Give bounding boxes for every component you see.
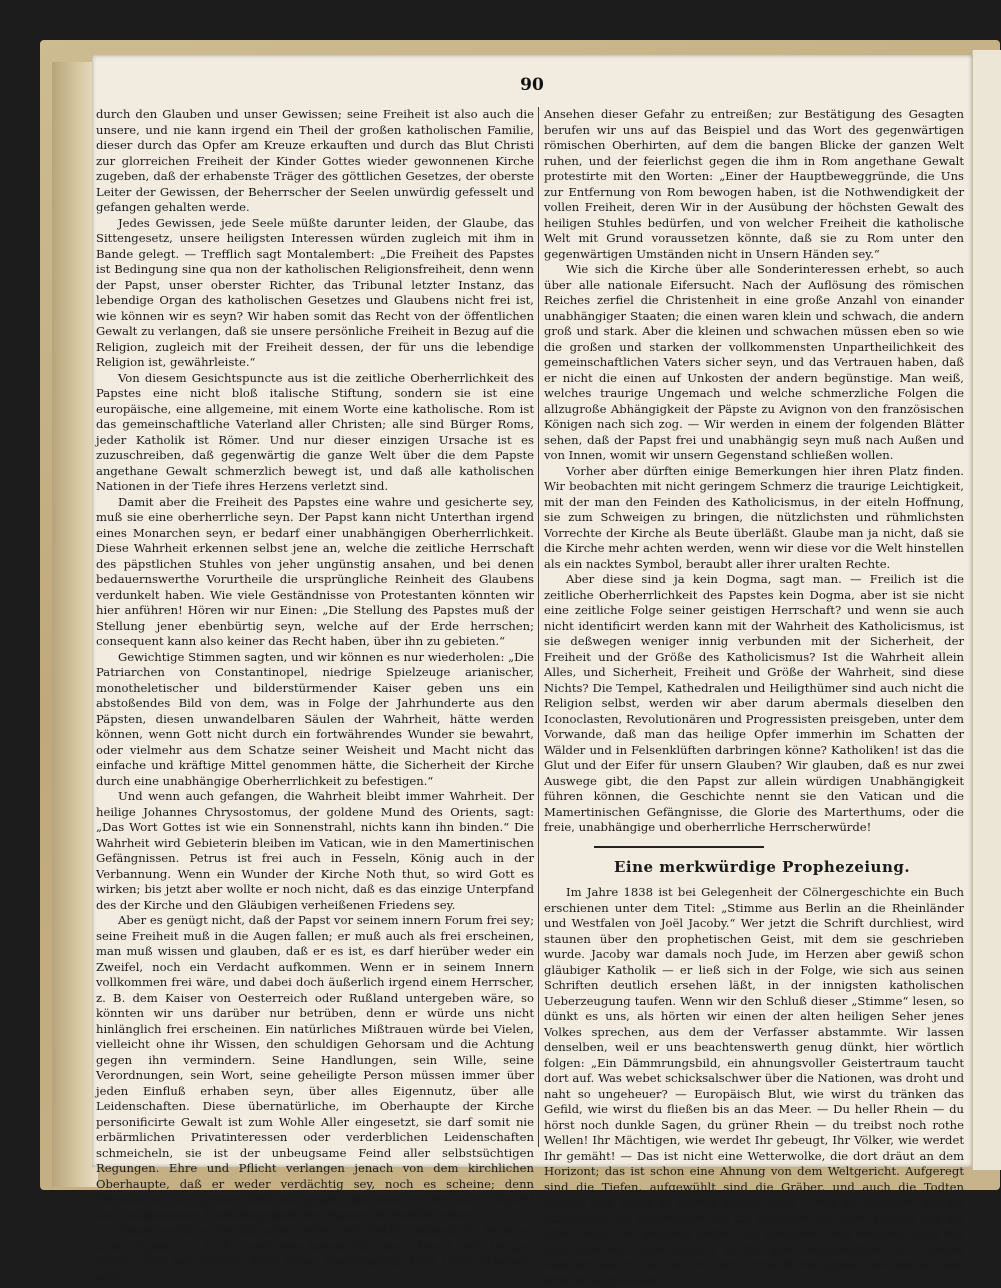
left-paragraph-3: Von diesem Gesichtspuncte aus ist die zeitliche Oberherrlichkeit des Papstes eine nicht bloß italische Stiftung, sondern sie ist eine europäische, eine allgemeine, mit einem Worte eine katholische. Rom ist das gemeinschaftliche Vaterland aller Christen; alle sind Bürger Roms, jeder Katholik ist Römer. Und nur dieser einzigen Ursache ist es zuzuschreiben, daß gegenwärtig die ganze Welt über die dem Papste angethane Gewalt schmerzlich bewegt ist, und daß alle katholischen Nationen in der Tiefe ihres Herzens verletzt sind. (96, 370, 534, 493)
right-paragraph-4: Aber diese sind ja kein Dogma, sagt man. — Freilich ist die zeitliche Oberherrlichkeit des Papstes kein Dogma, aber ist sie nicht eine zeitliche Folge seiner geistigen Herrschaft? und wenn sie auch nicht identificirt werden kann mit der Wahrheit des Katholicismus, ist sie deßwegen weniger innig verbunden mit der Sicherheit, der Freiheit und der Größe des Katholicismus? Ist die Wahrheit allein Alles, und Sicherheit, Freiheit und Größe der Wahrheit, sind diese Nichts? Die Tempel, Kathedralen und Heiligthümer sind auch nicht die Religion selbst, werden wir aber darum abermals dieselben den Iconoclasten, Revolutionären und Progressisten preisgeben, unter dem Vorwande, daß man das heilige Opfer immerhin im Schatten der Wälder und in Felsenklüften darbringen könne? Katholiken! ist das die Glut und der Eifer für unsern Glauben? Wir glauben, daß es nur zwei Auswege gibt, die den Papst zur allein würdigen Unabhängigkeit führen können, die Geschichte nennt sie den Vatican und die Mamertinischen Gefängnisse, die Glorie des Marterthums, oder die freie, unabhängige und oberherrliche Herrscherwürde! (544, 572, 964, 834)
newspaper-page (92, 55, 972, 1287)
right-paragraph-1: Ansehen dieser Gefahr zu entreißen; zur Bestätigung des Gesagten berufen wir uns auf das Beispiel und das Wort des gegenwärtigen römischen Oberhirten, auf dem die bangen Blicke der ganzen Welt ruhen, und der feierlichst gegen die ihm in Rom angethane Gewalt protestirte mit den Worten: „Einer der Hauptbeweggründe, die Uns zur Entfernung von Rom bewogen haben, ist die Nothwendigkeit der vollen Freiheit, deren Wir in der Ausübung der höchsten Gewalt des heiligen Stuhles bedürfen, und von welcher Freiheit die katholische Welt mit Grund voraussetzen könnte, daß sie zu Rom unter den gegenwärtigen Umständen nicht in Unsern Händen sey.“ (544, 107, 964, 261)
left-paragraph-4: Damit aber die Freiheit des Papstes eine wahre und gesicherte sey, muß sie eine oberherrliche seyn. Der Papst kann nicht Unterthan irgend eines Monarchen seyn, er bedarf einer unabhängigen Oberherrlichkeit. Diese Wahrheit erkennen selbst jene an, welche die zeitliche Herrschaft des päpstlichen Stuhles von jeher ungünstig ansahen, und bei denen bedauernswerthe Vorurtheile die ursprüngliche Reinheit des Glaubens verdunkelt haben. Wie viele Geständnisse von Protestanten könnten wir hier anführen! Hören wir nur Einen: „Die Stellung des Papstes muß der Stellung jener ebenbürtig seyn, welche auf der Erde herrschen; consequent kann also keiner das Recht haben, über ihn zu gebieten.“ (96, 494, 534, 648)
left-paragraph-5: Gewichtige Stimmen sagten, und wir können es nur wiederholen: „Die Patriarchen von Constantinopel, niedrige Spielzeuge arianischer, monotheletischer und bilderstürmender Kaiser geben uns ein abstoßendes Bild von dem, was in Folge der Jahrhunderte aus den Päpsten, diesen unwandelbaren Säulen der Wahrheit, hätte werden können, wenn Gott nicht durch ein fortwährendes Wunder sie bewahrt, oder vielmehr aus dem Schatze seiner Weisheit und Macht nicht das einfache und kräftige Mittel genommen hätte, die Sicherheit der Kirche durch eine unabhängige Oberherrlichkeit zu befestigen.“ (96, 649, 534, 788)
right-paragraph-3: Vorher aber dürften einige Bemerkungen hier ihren Platz finden. Wir beobachten mit nicht geringem Schmerz die traurige Leichtigkeit, mit der man den Feinden des Katholicismus, in der eiteln Hoffnung, sie zum Schweigen zu bringen, die nützlichsten und rühmlichsten Vorrechte der Kirche als Beute überläßt. Glaube man ja nicht, daß sie die Kirche mehr achten werden, wenn wir diese vor die Welt hinstellen als ein nacktes Symbol, beraubt aller ihrer uralten Rechte. (544, 463, 964, 571)
right-paragraph-2: Wie sich die Kirche über alle Sonderinteressen erhebt, so auch über alle nationale Eifersucht. Nach der Auflösung des römischen Reiches zerfiel die Christenheit in eine große Anzahl von einander unabhängiger Staaten; die einen waren klein und schwach, die andern groß und stark. Aber die kleinen und schwachen müssen eben so wie die großen und starken der vollkommensten Unpartheilichkeit des gemeinschaftlichen Vaters sicher seyn, und das Vertrauen haben, daß er nicht die einen auf Unkosten der andern begünstige. Man weiß, welches traurige Ungemach und welche schmerzliche Folgen die allzugroße Abhängigkeit der Päpste zu Avignon von den französischen Königen nach sich zog. — Wir werden in einem der folgenden Blätter sehen, daß der Papst frei und unabhängig seyn muß nach Außen und von Innen, womit wir unsern Gegenstand schließen wollen. (544, 262, 964, 462)
left-paragraph-8: Einem solchen Zweifel aber wären wir leicht zugänglich, wenn er unter irgend ein Joch, unter was immer für einen Druck sich beugen müßte, und wir dürften dann keine Anstrengung, kein Opfer scheuen, sein (96, 1223, 534, 1284)
article-heading: Eine merkwürdige Prophezeiung. (614, 857, 911, 876)
left-column (96, 107, 534, 1284)
page-number: 90 (520, 75, 544, 95)
article-paragraph-1: Im Jahre 1838 ist bei Gelegenheit der Cölnergeschichte ein Buch erschienen unter dem Titel: „Stimme aus Berlin an die Rheinländer und Westfalen von Joël Jacoby.“ Wer jetzt die Schrift durchliest, wird staunen über den prophetischen Geist, mit dem sie geschrieben wurde. Jacoby war damals noch Jude, im Herzen aber gewiß schon gläubiger Katholik — er ließ sich in der Folge, wie sich aus seinen Schriften deutlich ersehen läßt, in der innigsten katholischen Ueberzeugung taufen. Wenn wir den Schluß dieser „Stimme“ lesen, so dünkt es uns, als hörten wir einen der alten heiligen Seher jenes Volkes sprechen, aus dem der Verfasser abstammte. Wir lassen denselben, weil er uns beachtenswerth genug dünkt, hier wörtlich folgen: „Ein Dämmrungsbild, ein ahnungsvoller Geistertraum taucht dort auf. Was webet schicksalschwer über die Nationen, was droht und naht so ungeheuer? — Europäisch Blut, wie wirst du tränken das Gefild, wie wirst du fließen bis an das Meer. — Du heller Rhein — du hörst noch dunkle Sagen, du grüner Rhein — du treibst noch rothe Wellen! Ihr Mächtigen, wie werdet Ihr gebeugt, Ihr Völker, wie werdet Ihr gemäht! — Das ist nicht eine Wetterwolke, die dort dräut an dem Horizont; das ist schon eine Ahnung von dem Weltgericht. Aufgeregt sind die Tiefen, aufgewühlt sind die Gräber, und auch die Todten senden ihre Boten zu diesem Kampf. Seht — wie sie kommen, wie sie schleichen, die Gespenster und die Schatten, die alten Heiden und die alten Juden, die bleichen Götter und Dämonen, und mischen ihren Ruf und mischen ihren Reigen in Europas Nothgeschrei, in Europas Geisterschlacht. Sie, die von der Kirche Bezwungenen, sie, die bei dem Kreuze Begrabenen, (544, 885, 964, 1287)
left-paragraph-6: Und wenn auch gefangen, die Wahrheit bleibt immer Wahrheit. Der heilige Johannes Chrysostomus, der goldene Mund des Orients, sagt: „Das Wort Gottes ist wie ein Sonnenstrahl, nichts kann ihn binden.“ Die Wahrheit wird Gebieterin bleiben im Vatican, wie in den Mamertinischen Gefängnissen. Petrus ist frei auch in Fesseln, König auch in der Verbannung. Wenn ein Wunder der Kirche Noth thut, so wird Gott es wirken; bis jetzt aber wollte er noch nicht, daß es das einzige Unterpfand des der Kirche und den Gläubigen verheißenen Friedens sey. (96, 789, 534, 912)
left-paragraph-7: Aber es genügt nicht, daß der Papst vor seinem innern Forum frei sey; seine Freiheit muß in die Augen fallen; er muß auch als frei erscheinen, man muß wissen und glauben, daß er es ist, es darf hierüber weder ein Zweifel, noch ein Verdacht aufkommen. Wenn er in seinem Innern vollkommen frei wäre, und dabei doch äußerlich irgend einem Herrscher, z. B. dem Kaiser von Oesterreich oder Rußland untergeben wäre, so könnten wir uns darüber nur betrüben, denn er würde uns nicht hinlänglich frei erscheinen. Ein natürliches Mißtrauen würde bei Vielen, vielleicht ohne ihr Wissen, den schuldigen Gehorsam und die Achtung gegen ihn vermindern. Seine Handlungen, sein Wille, seine Verordnungen, sein Wort, seine geheiligte Person müssen immer über jeden Einfluß erhaben seyn, über alles Eigennutz, über alle Leidenschaften. Diese übernatürliche, im Oberhaupte der Kirche personificirte Gewalt ist zum Wohle Aller eingesetzt, sie darf somit nie erbärmlichen Privatinteressen oder verderblichen Leidenschaften schmeicheln, sie ist der unbeugsame Feind aller selbstsüchtigen Regungen. Ehre und Pflicht verlangen jenach von dem kirchlichen Oberhaupte, daß er weder verdächtig sey, noch es scheine; denn Niemand auf der ganzen Erde soll jemals das Ansehen, die Aufrichtigkeit und vollkommene Unabhängigkeit des Papstes in Zweifel ziehen. (96, 913, 534, 1222)
column-divider (538, 107, 539, 1147)
right-column (544, 107, 964, 1287)
section-divider (594, 846, 764, 848)
left-paragraph-1: durch den Glauben und unser Gewissen; seine Freiheit ist also auch die unsere, und nie kann irgend ein Theil der großen katholischen Familie, dieser durch das Opfer am Kreuze erkauften und durch das Blut Christi zur glorreichen Freiheit der Kinder Gottes wieder gewonnenen Kirche zugeben, daß der erhabenste Träger des göttlichen Gesetzes, der oberste Leiter der Gewissen, der Beherrscher der Seelen unwürdig gefesselt und gefangen gehalten werde. (96, 107, 534, 214)
next-page-edge (972, 50, 1001, 1170)
left-paragraph-2: Jedes Gewissen, jede Seele müßte darunter leiden, der Glaube, das Sittengesetz, unsere heiligsten Interessen würden zugleich mit ihm in Bande gelegt. — Trefflich sagt Montalembert: „Die Freiheit des Papstes ist Bedingung sine qua non der katholischen Religionsfreiheit, denn wenn der Papst, unser oberster Richter, das Tribunal letzter Instanz, das lebendige Organ des katholischen Gesetzes und Glaubens nicht frei ist, wie können wir es seyn? Wir haben somit das Recht von der öffentlichen Gewalt zu verlangen, daß sie unsere persönliche Freiheit in Bezug auf die Religion, zugleich mit der Freiheit dessen, der für uns die lebendige Religion ist, gewährleiste.“ (96, 215, 534, 369)
